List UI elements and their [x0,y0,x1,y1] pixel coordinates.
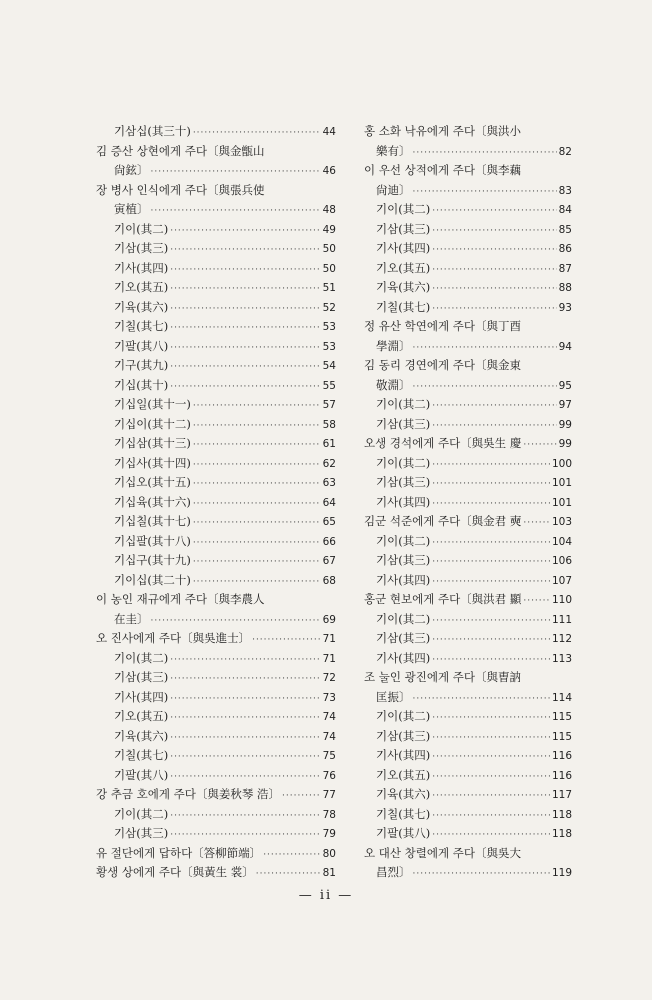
toc-entry [364,746,572,766]
toc-entry [364,766,572,786]
dot-leader [282,787,321,805]
dot-leader [193,417,321,435]
toc-entry-title: 기오(其五) [114,709,169,723]
toc-entry-page: 81 [322,867,336,879]
toc-entry-page: 48 [322,204,336,216]
dot-leader [170,378,320,396]
toc-entry [96,571,336,591]
toc-entry-title: 기사(其四) [376,494,431,509]
toc-entry-page: 73 [322,691,336,704]
toc-entry-page: 80 [322,847,336,860]
toc-entry-page: 101 [551,477,572,489]
toc-entry [364,863,572,883]
toc-entry [364,571,572,591]
toc-entry [96,649,336,669]
toc-entry-page: 88 [558,282,572,294]
toc-entry-title: 寅植〕 [114,202,149,216]
dot-leader [193,553,321,571]
toc-entry [364,239,572,259]
toc-entry-title: 기오(其五) [114,280,169,294]
dot-leader [432,241,556,259]
dot-leader [413,690,550,708]
toc-entry-page: 71 [322,652,336,665]
toc-entry-title: 기팔(其八) [376,826,431,840]
dot-leader [432,768,550,786]
dot-leader [432,787,550,805]
toc-entry-title: 오 진사에게 주다〔與吳進士〕 [96,631,251,645]
toc-entry-title: 尙鉉〕 [114,163,149,177]
toc-entry-title: 기십(其十) [114,377,169,392]
toc-entry [96,532,336,552]
toc-entry-page: 52 [322,301,336,314]
toc-entry-title: 이 우선 상적에게 주다〔與李藕 [364,163,521,177]
toc-entry-page: 114 [551,691,572,704]
toc-entry [96,863,336,883]
dot-leader [170,280,320,298]
toc-entry-page: 63 [322,477,336,489]
toc-entry [364,317,572,337]
dot-leader [523,592,550,610]
toc-entry-title: 홍군 현보에게 주다〔與洪君 顯 [364,592,522,606]
toc-entry-page: 87 [558,262,572,275]
toc-entry-page: 69 [322,613,336,626]
toc-entry-title: 樂有〕 [376,143,411,158]
toc-entry [364,434,572,454]
toc-entry [364,590,572,610]
toc-entry [96,278,336,298]
toc-column-right [364,122,572,883]
toc-entry-title: 기육(其六) [114,728,169,743]
toc-entry-page: 86 [558,243,572,255]
dot-leader [432,631,550,649]
toc-entry-page: 118 [551,808,572,821]
dot-leader [432,534,550,552]
toc-entry-title: 匡振〕 [376,689,411,704]
toc-entry-title: 기오(其五) [376,767,431,782]
toc-entry [96,590,336,610]
toc-entry [96,493,336,513]
toc-entry-page: 50 [322,262,336,275]
toc-entry-page: 110 [551,594,572,606]
toc-entry [96,200,336,220]
toc-entry [96,844,336,864]
toc-entry [364,220,572,240]
toc-entry-page: 82 [558,145,572,158]
toc-entry-title: 기삼(其三) [376,631,431,645]
toc-entry [364,805,572,825]
dot-leader [413,339,557,357]
toc-entry-title: 정 유산 학연에게 주다〔與丁酉 [364,319,521,333]
toc-entry-page: 57 [322,399,336,411]
toc-entry [96,220,336,240]
dot-leader [432,261,556,279]
dot-leader [170,339,320,357]
toc-entry [364,493,572,513]
dot-leader [432,807,550,825]
dot-leader [256,865,321,883]
dot-leader [170,358,320,376]
toc-entry [364,610,572,630]
toc-entry-page: 115 [551,730,572,743]
toc-entry-title: 기칠(其七) [376,299,431,314]
toc-entry [96,239,336,259]
dot-leader [170,826,320,844]
dot-leader [432,222,556,240]
toc-entry-page: 93 [558,301,572,314]
toc-entry-page: 83 [558,184,572,197]
dot-leader [170,651,320,669]
toc-entry [364,629,572,649]
toc-entry [364,532,572,552]
toc-entry-title: 기오(其五) [376,260,431,275]
toc-entry [96,376,336,396]
toc-entry [364,512,572,532]
toc-entry [96,551,336,571]
toc-entry-title: 기이(其二) [376,709,431,723]
toc-entry-page: 74 [322,711,336,723]
toc-entry-page: 68 [322,574,336,587]
toc-entry [96,785,336,805]
toc-entry [96,122,336,142]
toc-entry-title: 장 병사 인식에게 주다〔與張兵使 [96,182,265,197]
toc-entry [364,551,572,571]
toc-entry [96,766,336,786]
toc-entry-page: 54 [322,360,336,372]
toc-entry-title: 기십사(其十四) [114,455,191,470]
toc-entry [364,181,572,201]
toc-entry [96,824,336,844]
dot-leader [413,183,557,201]
toc-entry [364,356,572,376]
toc-entry-page: 99 [558,438,572,450]
toc-entry-page: 74 [322,730,336,743]
toc-entry-title: 기이(其二) [376,397,431,411]
toc-entry [96,746,336,766]
toc-entry-title: 기십일(其十一) [114,397,191,411]
dot-leader [193,456,321,474]
toc-entry-page: 55 [322,379,336,392]
dot-leader [193,124,321,142]
toc-entry [364,668,572,688]
dot-leader [170,729,320,747]
toc-entry-page: 61 [322,438,336,450]
toc-entry-title: 기십이(其十二) [114,416,191,431]
toc-entry [96,181,336,201]
toc-entry-page: 71 [322,633,336,645]
toc-entry-page: 117 [551,789,572,801]
toc-entry-title: 在圭〕 [114,611,149,626]
toc-entry [364,376,572,396]
toc-entry-page: 51 [322,282,336,294]
toc-entry-title: 기십팔(其十八) [114,533,191,548]
toc-entry-title: 기이(其二) [114,806,169,821]
toc-entry-page: 101 [551,496,572,509]
toc-entry [364,688,572,708]
dot-leader [193,514,321,532]
toc-entry [96,805,336,825]
toc-entry [96,259,336,279]
toc-entry [96,356,336,376]
dot-leader [432,202,556,220]
toc-entry [96,454,336,474]
toc-entry [96,434,336,454]
dot-leader [523,514,550,532]
toc-entry-title: 기삼십(其三十) [114,124,191,138]
toc-entry-title: 기육(其六) [376,787,431,801]
toc-entry-page: 103 [551,516,572,528]
toc-entry-title: 기삼(其三) [376,728,431,743]
toc-entry-page: 58 [322,418,336,431]
toc-entry-title: 기삼(其三) [376,553,431,567]
toc-entry-page: 72 [322,672,336,684]
toc-entry-title: 유 절단에게 답하다〔答柳節端〕 [96,845,262,860]
dot-leader [523,436,556,454]
dot-leader [252,631,321,649]
dot-leader [151,202,321,220]
toc-entry [96,142,336,162]
dot-leader [432,748,550,766]
dot-leader [193,534,321,552]
dot-leader [413,378,557,396]
dot-leader [193,436,321,454]
dot-leader [432,417,556,435]
toc-entry-title: 기이(其二) [376,455,431,470]
toc-entry-title: 이 농인 재규에게 주다〔與李農人 [96,592,265,606]
toc-entry-page: 113 [551,652,572,665]
toc-entry-title: 기팔(其八) [114,338,169,353]
dot-leader [170,222,320,240]
toc-entry-title: 기십오(其十五) [114,475,191,489]
toc-entry [364,142,572,162]
toc-entry-page: 66 [322,535,336,548]
dot-leader [432,826,550,844]
toc-entry [364,161,572,181]
toc-entry [364,278,572,298]
toc-entry-title: 尙迪〕 [376,182,411,197]
toc-entry-page: 104 [551,535,572,548]
toc-entry-title: 기사(其四) [376,650,431,665]
toc-entry [364,395,572,415]
dot-leader [432,709,550,727]
toc-entry-title: 기이(其二) [376,202,431,216]
dot-leader [432,456,550,474]
toc-entry-title: 기이(其二) [376,533,431,548]
toc-entry-title: 기칠(其七) [114,748,169,762]
toc-entry-page: 75 [322,750,336,762]
toc-entry [96,317,336,337]
toc-entry-page: 77 [322,789,336,801]
toc-entry-page: 97 [558,399,572,411]
toc-entry-title: 황생 상에게 주다〔與黃生 裳〕 [96,865,254,879]
dot-leader [193,475,321,493]
toc-entry-page: 116 [551,769,572,782]
dot-leader [432,397,556,415]
dot-leader [193,397,321,415]
toc-entry-page: 79 [322,828,336,840]
toc-entry-title: 조 눌인 광진에게 주다〔與曺訥 [364,670,521,684]
toc-entry-page: 44 [322,126,336,138]
dot-leader [170,690,320,708]
toc-entry-page: 49 [322,223,336,236]
toc-entry-title: 강 추금 호에게 주다〔與姜秋琴 浩〕 [96,787,280,801]
toc-entry-page: 94 [558,340,572,353]
toc-entry-title: 기사(其四) [376,572,431,587]
toc-entry-title: 홍 소화 낙유에게 주다〔與洪小 [364,124,521,138]
toc-entry-page: 107 [551,574,572,587]
toc-entry-page: 76 [322,769,336,782]
dot-leader [170,670,320,688]
dot-leader [432,573,550,591]
toc-entry-page: 106 [551,555,572,567]
dot-leader [432,651,550,669]
toc-entry [364,727,572,747]
toc-entry-page: 50 [322,243,336,255]
toc-entry [96,688,336,708]
dot-leader [170,300,320,318]
toc-entry-title: 기팔(其八) [114,767,169,782]
dot-leader [170,319,320,337]
dot-leader [432,475,550,493]
dot-leader [151,612,321,630]
toc-column-left [96,122,336,883]
toc-entry-title: 기사(其四) [376,241,431,255]
toc-entry-title: 기이십(其二十) [114,572,191,587]
toc-entry [96,161,336,181]
dot-leader [170,241,320,259]
toc-entry [364,454,572,474]
dot-leader [193,573,321,591]
toc-entry-page: 64 [322,496,336,509]
toc-entry-title: 기이(其二) [376,611,431,626]
toc-entry-page: 62 [322,457,336,470]
dot-leader [432,280,556,298]
toc-entry-page: 115 [551,711,572,723]
dot-leader [432,495,550,513]
toc-entry [364,649,572,669]
page-number-footer: — ii — [298,888,354,903]
toc-entry-title: 기사(其四) [114,260,169,275]
toc-entry [364,707,572,727]
dot-leader [170,709,320,727]
toc-entry-title: 敬淵〕 [376,377,411,392]
toc-entry [364,473,572,493]
toc-entry-page: 53 [322,340,336,353]
dot-leader [151,163,321,181]
toc-entry-page: 119 [551,867,572,879]
toc-entry-title: 기삼(其三) [376,221,431,236]
toc-entry-title: 김군 석준에게 주다〔與金君 奭 [364,514,522,528]
dot-leader [193,495,321,513]
toc-entry-title: 기육(其六) [114,299,169,314]
dot-leader [432,553,550,571]
toc-entry-title: 김 증산 상현에게 주다〔與金甑山 [96,143,265,158]
toc-entry-title: 昌烈〕 [376,865,411,879]
toc-entry-page: 53 [322,321,336,333]
toc-entry [96,415,336,435]
toc-entry-page: 84 [558,204,572,216]
toc-entry-title: 기삼(其三) [376,475,431,489]
toc-entry [96,337,336,357]
toc-entry-title: 오 대산 창렬에게 주다〔與吳大 [364,845,521,860]
toc-entry [96,629,336,649]
toc-entry-title: 오생 경석에게 주다〔與吳生 慶 [364,436,522,450]
toc-entry [364,415,572,435]
dot-leader [170,807,320,825]
toc-entry-title: 기삼(其三) [114,241,169,255]
toc-entry [364,122,572,142]
toc-entry [96,473,336,493]
dot-leader [413,865,550,883]
toc-entry [364,337,572,357]
toc-entry-page: 99 [558,418,572,431]
dot-leader [170,261,320,279]
toc-entry-title: 기칠(其七) [376,806,431,821]
toc-entry [96,727,336,747]
toc-entry [96,298,336,318]
toc-entry-title: 學淵〕 [376,338,411,353]
toc-entry [364,824,572,844]
toc-entry-title: 기이(其二) [114,650,169,665]
toc-entry [96,668,336,688]
dot-leader [263,846,320,864]
toc-entry [96,512,336,532]
toc-entry [364,785,572,805]
toc-entry-title: 기칠(其七) [114,319,169,333]
toc-entry-page: 118 [551,828,572,840]
toc-entry-page: 111 [551,613,572,626]
toc-entry [364,259,572,279]
dot-leader [170,768,320,786]
toc-entry-title: 김 동리 경연에게 주다〔與金東 [364,358,521,372]
dot-leader [413,144,557,162]
toc-entry-title: 기사(其四) [114,689,169,704]
toc-entry-title: 기구(其九) [114,358,169,372]
toc-entry-page: 116 [551,750,572,762]
toc-entry-title: 기삼(其三) [114,826,169,840]
toc-entry-page: 85 [558,223,572,236]
toc-entry-title: 기십삼(其十三) [114,436,191,450]
dot-leader [432,300,556,318]
toc-entry-page: 112 [551,633,572,645]
toc-entry-page: 46 [322,165,336,177]
toc-entry-page: 78 [322,808,336,821]
toc-entry-title: 기삼(其三) [376,416,431,431]
dot-leader [170,748,320,766]
toc-entry [364,298,572,318]
toc-entry-page: 67 [322,555,336,567]
toc-entry-title: 기삼(其三) [114,670,169,684]
toc-entry-title: 기이(其二) [114,221,169,236]
dot-leader [432,612,550,630]
toc-entry-page: 100 [551,457,572,470]
toc-entry-title: 기사(其四) [376,748,431,762]
toc-entry [364,844,572,864]
toc-entry [96,395,336,415]
toc-entry-title: 기십구(其十九) [114,553,191,567]
toc-entry-page: 95 [558,379,572,392]
toc-entry-title: 기십칠(其十七) [114,514,191,528]
toc-entry-page: 65 [322,516,336,528]
toc-entry [96,707,336,727]
toc-entry-title: 기육(其六) [376,280,431,294]
toc-entry [364,200,572,220]
toc-entry [96,610,336,630]
dot-leader [432,729,550,747]
toc-entry-title: 기십육(其十六) [114,494,191,509]
